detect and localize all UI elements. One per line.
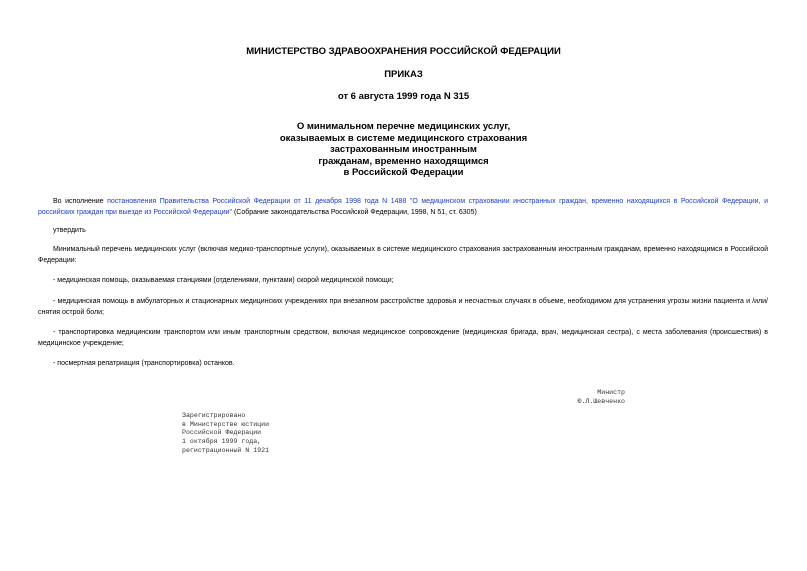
- registration-block: [182, 412, 269, 456]
- signature-block: [555, 389, 625, 406]
- title-line: застрахованным иностранным: [330, 144, 477, 155]
- registration-line: в Министерстве юстиции: [182, 420, 270, 428]
- registration-line: 1 октября 1999 года,: [182, 438, 262, 446]
- preamble-paragraph: [38, 196, 768, 218]
- title-line: в Российской Федерации: [343, 167, 464, 178]
- preamble-suffix: (Собрание законодательства Российской Федерации, 1998, N 51, ст. 6305): [232, 209, 477, 216]
- approve-paragraph: утвердить: [53, 227, 86, 234]
- list-intro-paragraph: Минимальный перечень медицинских услуг (включая медико-транспортные услуги), оказываемых в системе медицинского страхования застрахованным иностранным гражданам, временно находящимся в Российской Федерации:: [38, 246, 768, 264]
- order-date: от 6 августа 1999 года N 315: [337, 91, 470, 102]
- document-title: [0, 121, 807, 179]
- ministry-heading: МИНИСТЕРСТВО ЗДРАВООХРАНЕНИЯ РОССИЙСКОЙ ФЕДЕРАЦИИ: [246, 46, 561, 57]
- resolution-link[interactable]: постановления Правительства Российской Федерации от 11 декабря 1998 года N 1488 "О медицинском страховании иностранных граждан, временно находящихся в Российской Федерации, и российских граждан при выезде из Российской Федерации": [38, 198, 769, 216]
- title-line: оказываемых в системе медицинского страхования: [279, 132, 528, 144]
- list-item: - медицинская помощь в амбулаторных и стационарных медицинских учреждениях при внезапном расстройстве здоровья и несчастных случаях в объеме, необходимом для устранения угрозы жизни пациента и /или/ снятия острой боли;: [38, 298, 768, 316]
- title-line: О минимальном перечне медицинских услуг,: [296, 121, 511, 132]
- preamble-prefix: Во исполнение: [53, 198, 108, 205]
- order-heading: ПРИКАЗ: [384, 69, 423, 80]
- registration-line: Зарегистрировано: [182, 412, 246, 419]
- registration-line: Российской Федерации: [182, 429, 262, 437]
- signature-position: Министр: [597, 389, 625, 396]
- signature-name: Ю.Л.Шевченко: [577, 397, 625, 405]
- title-line: гражданам, временно находящимся: [318, 155, 489, 167]
- list-item: - посмертная репатриация (транспортировка) останков.: [53, 360, 235, 367]
- list-item: - транспортировка медицинским транспортом или иным транспортным средством, включая медицинское сопровождение (медицинская бригада, врач, медицинская сестра), с места заболевания (происшествия) в медицинское учреждение;: [38, 329, 768, 347]
- list-item: - медицинская помощь, оказываемая станциями (отделениями, пунктами) скорой медицинской помощи;: [53, 277, 394, 284]
- registration-line: регистрационный N 1921: [182, 446, 270, 454]
